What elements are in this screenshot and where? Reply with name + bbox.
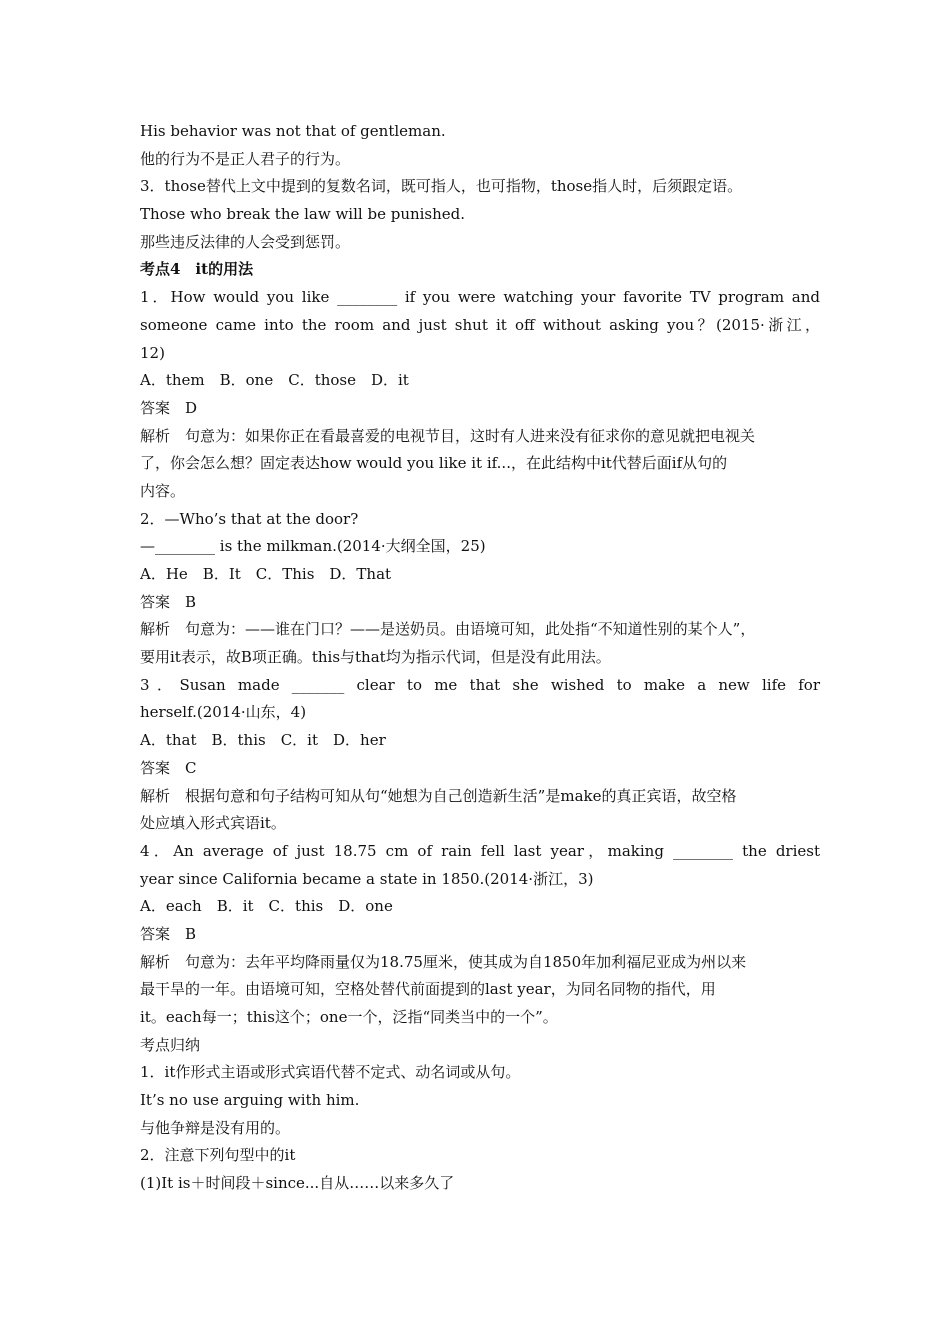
answer-key: 答案 B [140,924,197,943]
question-text: 1．How would you like ________ if you were watching your favorite TV program and [140,288,820,307]
answer-options: A．He B．It C．This D．That [140,565,392,583]
explanation-text: 最干旱的一年。由语境可知，空格处替代前面提到的last year，为同名同物的指代，用 [140,980,716,999]
text-line: 与他争辩是没有用的。 [140,1118,291,1137]
explanation-text: it。each每一；this这个；one一个，泛指“同类当中的一个”。 [140,1008,558,1026]
text-line: His behavior was not that of gentleman. [140,122,446,140]
answer-key: 答案 C [140,758,197,777]
explanation-text: 了，你会怎么想？固定表达how would you like it if...，在此结构中it代替后面if从句的 [140,454,728,473]
answer-options: A．each B．it C．this D．one [140,897,393,916]
text-line: 1．it作形式主语或形式宾语代替不定式、动名词或从句。 [140,1063,521,1082]
text-line: 他的行为不是正人君子的行为。 [140,149,351,168]
explanation-text: 解析 句意为：去年平均降雨量仅为18.75厘米，使其成为自1850年加利福尼亚成为州以来 [140,952,747,971]
question-text: year since California became a state in 1850.(2014·浙江，3) [140,869,594,888]
text-line: 2．注意下列句型中的it [140,1146,296,1165]
explanation-text: 解析 根据句意和句子结构可知从句“她想为自己创造新生活”是make的真正宾语，故空格 [140,786,737,805]
explanation-text: 解析 句意为：如果你正在看最喜爱的电视节目，这时有人进来没有征求你的意见就把电视关 [140,426,756,445]
explanation-text: 内容。 [140,481,186,500]
section-heading: 考点4 it的用法 [140,260,254,279]
question-text: 2．—Who’s that at the door? [140,509,359,528]
explanation-text: 解析 句意为：——谁在门口？——是送奶员。由语境可知，此处指“不知道性别的某个人”， [140,620,756,639]
answer-options: A．that B．this C．it D．her [140,731,386,750]
question-text: 12) [140,343,165,362]
explanation-text: 处应填入形式宾语it。 [140,814,286,833]
text-line: 3．those替代上文中提到的复数名词，既可指人，也可指物，those指人时，后须跟定语。 [140,177,743,196]
text-line: (1)It is＋时间段＋since...自从……以来多久了 [140,1174,455,1193]
answer-key: 答案 B [140,592,197,611]
text-line: Those who break the law will be punished. [140,205,466,224]
text-line: 那些违反法律的人会受到惩罚。 [140,232,351,251]
question-text: someone came into the room and just shut it off without asking you？(2015·浙江， [140,315,820,334]
question-text: —________ is the milkman.(2014·大纲全国，25) [140,537,486,556]
answer-key: 答案 D [140,398,198,417]
text-line: It’s no use arguing with him. [140,1091,360,1110]
section-heading: 考点归纳 [140,1035,201,1054]
question-text: 3．Susan made _______ clear to me that she wished to make a new life for [140,675,820,694]
question-text: herself.(2014·山东，4) [140,703,307,722]
document-page [140,118,820,1198]
answer-options: A．them B．one C．those D．it [140,371,409,390]
question-text: 4．An average of just 18.75 cm of rain fell last year，making ________ the driest [140,841,820,860]
explanation-text: 要用it表示，故B项正确。this与that均为指示代词，但是没有此用法。 [140,648,611,667]
